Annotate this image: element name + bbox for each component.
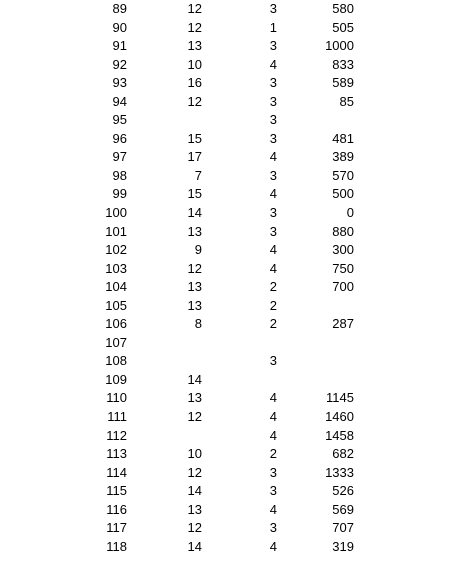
value-b-cell: 3 bbox=[269, 112, 277, 128]
value-b-cell: 4 bbox=[269, 501, 277, 517]
value-a-cell: 12 bbox=[187, 260, 202, 276]
value-a-cell: 12 bbox=[187, 93, 202, 109]
value-b-cell: 3 bbox=[269, 520, 277, 536]
table-row bbox=[0, 185, 469, 204]
value-b-cell: 4 bbox=[269, 538, 277, 554]
row-number-cell: 110 bbox=[106, 390, 127, 406]
row-number-cell: 106 bbox=[105, 316, 127, 332]
value-c-cell: 569 bbox=[332, 501, 354, 517]
table-row bbox=[0, 223, 469, 242]
row-number-cell: 117 bbox=[106, 520, 127, 536]
table-row bbox=[0, 241, 469, 260]
table-row bbox=[0, 74, 469, 93]
value-b-cell: 2 bbox=[269, 297, 277, 313]
row-number-cell: 92 bbox=[112, 56, 127, 72]
value-c-cell: 526 bbox=[332, 483, 354, 499]
row-number-cell: 112 bbox=[106, 427, 127, 443]
row-number-cell: 101 bbox=[105, 223, 127, 239]
row-number-cell: 98 bbox=[112, 167, 127, 183]
table-row bbox=[0, 538, 469, 557]
value-c-cell: 589 bbox=[332, 75, 354, 91]
value-b-cell: 3 bbox=[269, 75, 277, 91]
value-b-cell: 4 bbox=[269, 260, 277, 276]
value-a-cell: 13 bbox=[187, 297, 202, 313]
table-row bbox=[0, 501, 469, 520]
value-c-cell: 0 bbox=[346, 205, 354, 221]
row-number-cell: 116 bbox=[106, 501, 127, 517]
value-a-cell: 13 bbox=[187, 223, 202, 239]
value-b-cell: 3 bbox=[269, 130, 277, 146]
value-a-cell: 12 bbox=[187, 520, 202, 536]
value-a-cell: 15 bbox=[187, 130, 202, 146]
row-number-cell: 96 bbox=[112, 130, 127, 146]
value-c-cell: 1458 bbox=[325, 427, 354, 443]
row-number-cell: 100 bbox=[105, 205, 127, 221]
value-c-cell: 505 bbox=[332, 19, 354, 35]
value-b-cell: 3 bbox=[269, 38, 277, 54]
value-a-cell: 16 bbox=[187, 75, 202, 91]
value-b-cell: 4 bbox=[269, 186, 277, 202]
value-a-cell: 14 bbox=[187, 371, 202, 387]
value-b-cell: 4 bbox=[269, 149, 277, 165]
row-number-cell: 90 bbox=[112, 19, 127, 35]
table-row bbox=[0, 315, 469, 334]
value-b-cell: 4 bbox=[269, 409, 277, 425]
value-b-cell: 4 bbox=[269, 427, 277, 443]
value-a-cell: 14 bbox=[187, 205, 202, 221]
value-a-cell: 12 bbox=[187, 409, 202, 425]
value-b-cell: 3 bbox=[269, 205, 277, 221]
table-row bbox=[0, 37, 469, 56]
table-row bbox=[0, 56, 469, 75]
table-row bbox=[0, 19, 469, 38]
row-number-cell: 114 bbox=[106, 464, 127, 480]
value-a-cell: 8 bbox=[194, 316, 202, 332]
table-row bbox=[0, 408, 469, 427]
value-a-cell: 13 bbox=[187, 279, 202, 295]
value-a-cell: 14 bbox=[187, 538, 202, 554]
value-c-cell: 580 bbox=[332, 1, 354, 16]
row-number-cell: 91 bbox=[112, 38, 127, 54]
value-b-cell: 3 bbox=[269, 483, 277, 499]
value-a-cell: 13 bbox=[187, 501, 202, 517]
row-number-cell: 118 bbox=[106, 538, 127, 554]
value-c-cell: 287 bbox=[332, 316, 354, 332]
row-number-cell: 107 bbox=[105, 334, 127, 350]
value-c-cell: 700 bbox=[332, 279, 354, 295]
row-number-cell: 99 bbox=[112, 186, 127, 202]
table-row bbox=[0, 464, 469, 483]
row-number-cell: 104 bbox=[105, 279, 127, 295]
value-c-cell: 682 bbox=[332, 446, 354, 462]
value-c-cell: 1000 bbox=[325, 38, 354, 54]
value-a-cell: 12 bbox=[187, 464, 202, 480]
value-b-cell: 2 bbox=[269, 316, 277, 332]
table-row bbox=[0, 278, 469, 297]
row-number-cell: 115 bbox=[106, 483, 127, 499]
value-b-cell: 3 bbox=[269, 167, 277, 183]
table-row bbox=[0, 389, 469, 408]
value-b-cell: 3 bbox=[269, 1, 277, 16]
table-row bbox=[0, 93, 469, 112]
table-row bbox=[0, 111, 469, 130]
value-c-cell: 570 bbox=[332, 167, 354, 183]
value-c-cell: 1333 bbox=[325, 464, 354, 480]
value-c-cell: 500 bbox=[332, 186, 354, 202]
value-a-cell: 15 bbox=[187, 186, 202, 202]
row-number-cell: 105 bbox=[105, 297, 127, 313]
table-row bbox=[0, 0, 469, 19]
value-a-cell: 12 bbox=[187, 19, 202, 35]
value-c-cell: 833 bbox=[332, 56, 354, 72]
table-row bbox=[0, 167, 469, 186]
value-a-cell: 10 bbox=[187, 56, 202, 72]
value-a-cell: 14 bbox=[187, 483, 202, 499]
value-a-cell: 9 bbox=[194, 242, 202, 258]
table-row bbox=[0, 260, 469, 279]
value-b-cell: 3 bbox=[269, 464, 277, 480]
value-a-cell: 17 bbox=[187, 149, 202, 165]
table-row bbox=[0, 130, 469, 149]
table-row bbox=[0, 204, 469, 223]
row-number-cell: 113 bbox=[106, 446, 127, 462]
table-row bbox=[0, 148, 469, 167]
value-b-cell: 3 bbox=[269, 353, 277, 369]
value-b-cell: 4 bbox=[269, 56, 277, 72]
value-a-cell: 10 bbox=[187, 446, 202, 462]
table-row bbox=[0, 519, 469, 538]
value-b-cell: 1 bbox=[269, 19, 277, 35]
value-b-cell: 4 bbox=[269, 242, 277, 258]
table-row bbox=[0, 352, 469, 371]
row-number-cell: 89 bbox=[112, 1, 127, 16]
value-c-cell: 85 bbox=[339, 93, 354, 109]
row-number-cell: 108 bbox=[105, 353, 127, 369]
value-a-cell: 7 bbox=[194, 167, 202, 183]
value-c-cell: 300 bbox=[332, 242, 354, 258]
value-c-cell: 750 bbox=[332, 260, 354, 276]
value-b-cell: 3 bbox=[269, 223, 277, 239]
value-b-cell: 3 bbox=[269, 93, 277, 109]
row-number-cell: 111 bbox=[107, 409, 127, 425]
value-b-cell: 2 bbox=[269, 279, 277, 295]
row-number-cell: 109 bbox=[105, 371, 127, 387]
value-c-cell: 389 bbox=[332, 149, 354, 165]
row-number-cell: 94 bbox=[112, 93, 127, 109]
value-c-cell: 1145 bbox=[326, 390, 354, 406]
table-row bbox=[0, 371, 469, 390]
table-row bbox=[0, 445, 469, 464]
row-number-cell: 97 bbox=[112, 149, 127, 165]
value-b-cell: 4 bbox=[269, 390, 277, 406]
table-row bbox=[0, 334, 469, 353]
value-a-cell: 13 bbox=[187, 38, 202, 54]
table-row bbox=[0, 427, 469, 446]
table-row bbox=[0, 297, 469, 316]
value-a-cell: 12 bbox=[187, 1, 202, 16]
table-row bbox=[0, 482, 469, 501]
value-c-cell: 1460 bbox=[325, 409, 354, 425]
row-number-cell: 93 bbox=[112, 75, 127, 91]
row-number-cell: 95 bbox=[112, 112, 127, 128]
value-b-cell: 2 bbox=[269, 446, 277, 462]
value-c-cell: 880 bbox=[332, 223, 354, 239]
row-number-cell: 102 bbox=[105, 242, 127, 258]
value-c-cell: 707 bbox=[332, 520, 354, 536]
value-a-cell: 13 bbox=[187, 390, 202, 406]
value-c-cell: 319 bbox=[332, 538, 354, 554]
value-c-cell: 481 bbox=[332, 130, 354, 146]
row-number-cell: 103 bbox=[105, 260, 127, 276]
